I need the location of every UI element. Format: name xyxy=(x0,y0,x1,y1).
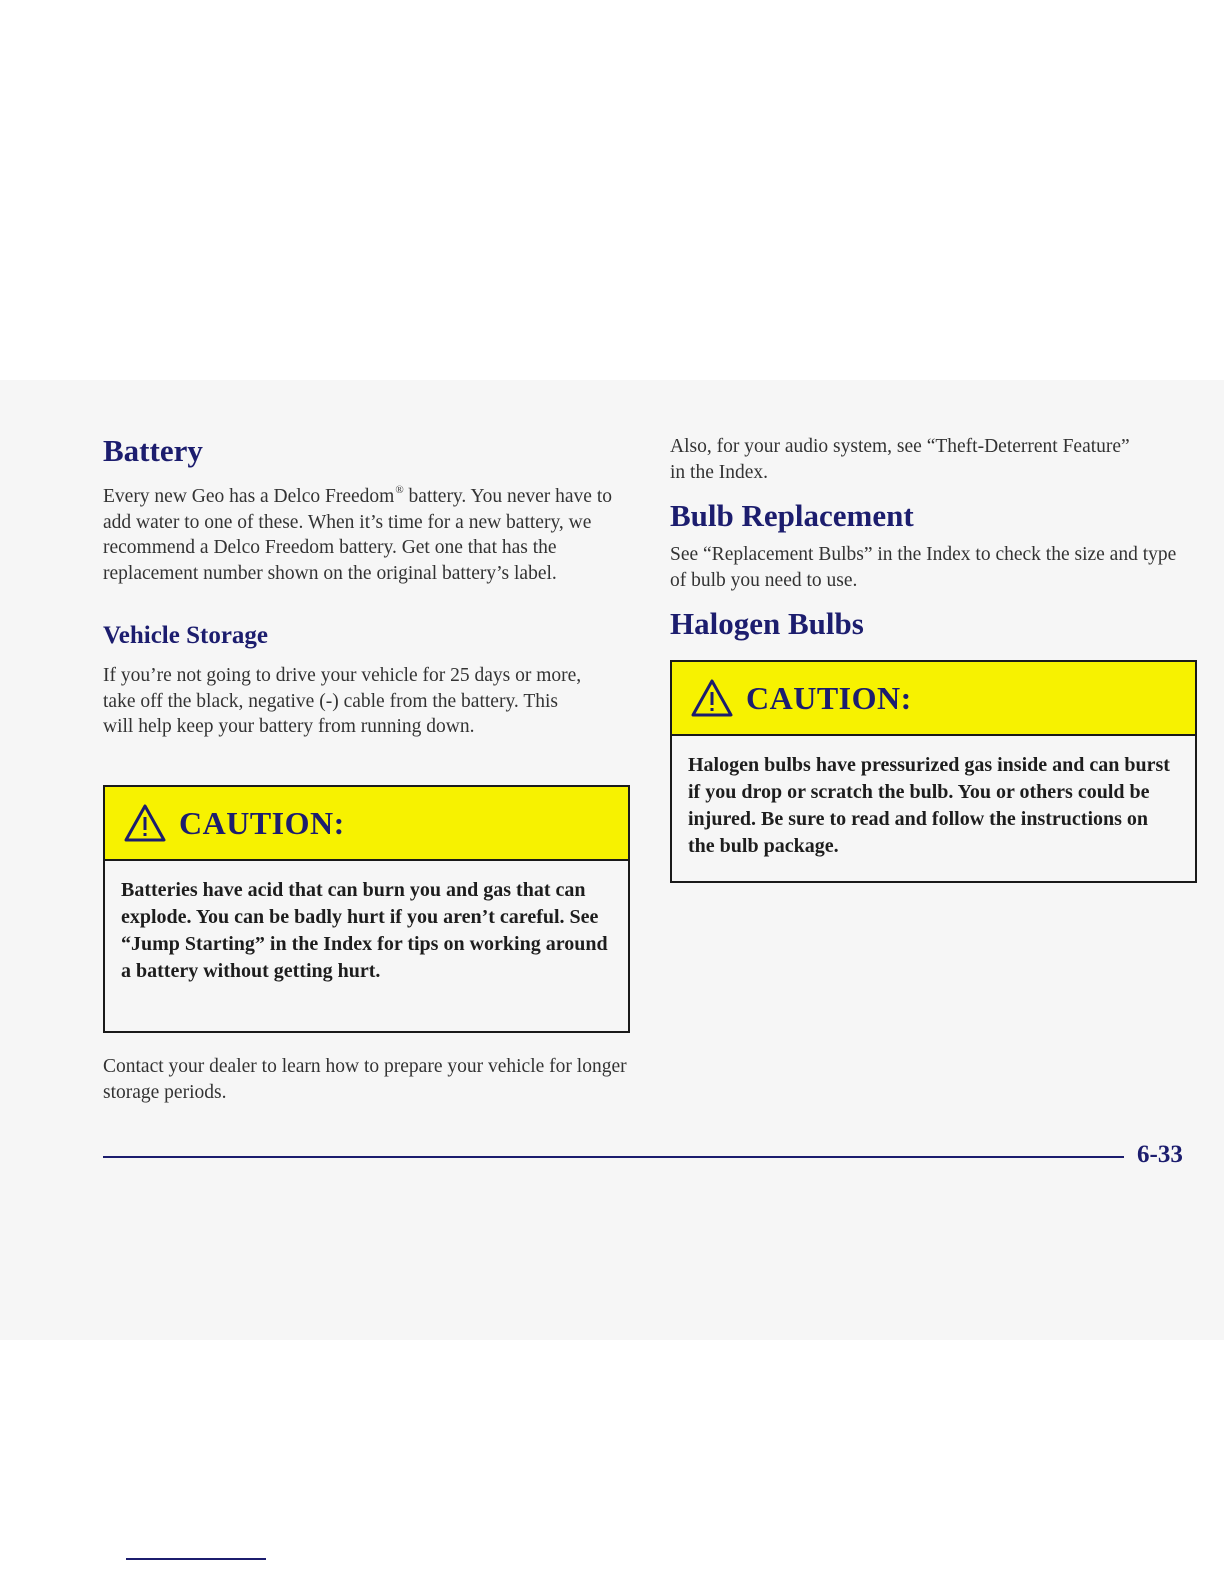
warning-triangle-icon xyxy=(123,803,167,843)
storage-contact-paragraph: Contact your dealer to learn how to prepare your vehicle for longer storage periods. xyxy=(103,1056,627,1103)
page-number: 6-33 xyxy=(1137,1141,1183,1168)
audio-system-paragraph: Also, for your audio system, see “Theft-Deterrent Feature” in the Index. xyxy=(670,436,1130,483)
battery-paragraph-start: Every new Geo has a Delco Freedom xyxy=(103,486,395,507)
battery-caution-header xyxy=(105,787,628,861)
manual-page xyxy=(0,380,1224,1340)
halogen-caution-label: CAUTION: xyxy=(746,679,912,716)
battery-paragraph-end: battery. You never have to add water to one of these. When it’s time for a new battery, we recommend a Delco Freedom battery. Get one that has the replacement number shown on the original battery’s label. xyxy=(103,486,612,584)
halogen-caution-text: Halogen bulbs have pressurized gas inside and can burst if you drop or scratch the bulb. You or others could be injured. Be sure to read and follow the instructions on the bulb package. xyxy=(688,754,1170,857)
battery-caution-text: Batteries have acid that can burn you and gas that can explode. You can be badly hurt if you aren’t careful. See “Jump Starting” in the Index for tips on working around a battery without getting hurt. xyxy=(121,879,608,982)
registered-mark: ® xyxy=(395,484,404,496)
battery-caution-label: CAUTION: xyxy=(179,804,345,841)
warning-triangle-icon xyxy=(690,678,734,718)
halogen-caution-box xyxy=(670,660,1197,883)
bulb-replacement-paragraph: See “Replacement Bulbs” in the Index to check the size and type of bulb you need to use. xyxy=(670,544,1177,591)
battery-heading: Battery xyxy=(103,433,203,468)
halogen-caution-header xyxy=(672,662,1195,736)
vehicle-storage-paragraph: If you’re not going to drive your vehicle for 25 days or more, take off the black, negative (-) cable from the battery. This will help keep your battery from running down. xyxy=(103,665,582,737)
bulb-replacement-heading: Bulb Replacement xyxy=(670,498,914,533)
footer-rule xyxy=(103,1156,1124,1158)
bottom-rule xyxy=(126,1558,266,1560)
battery-paragraph xyxy=(103,478,623,586)
halogen-bulbs-heading: Halogen Bulbs xyxy=(670,606,864,641)
vehicle-storage-heading: Vehicle Storage xyxy=(103,622,269,649)
battery-caution-box xyxy=(103,785,630,1033)
